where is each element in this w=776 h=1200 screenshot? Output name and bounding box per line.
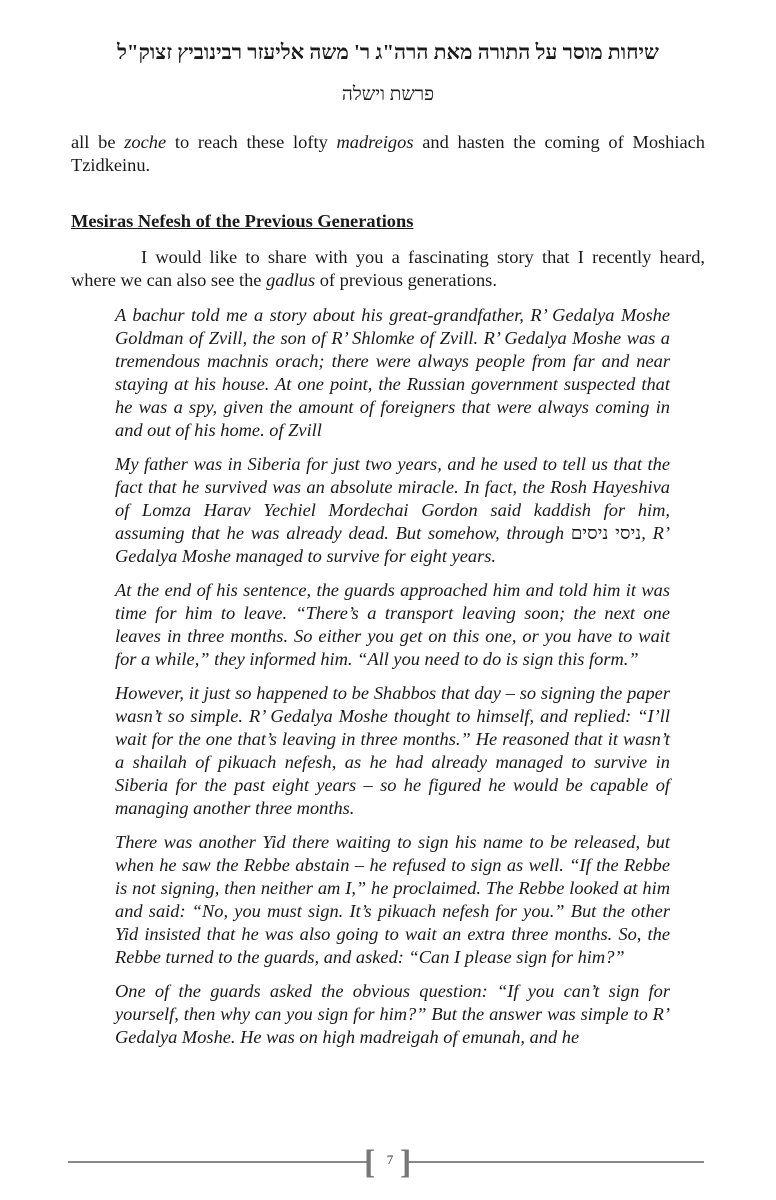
quote-paragraph: One of the guards asked the obvious question: “If you can’t sign for yourself, then why can you sign for him?” But the answer was simple to R’ Gedalya Moshe. He was on high madreigah of emunah, and he — [115, 981, 670, 1047]
text: of previous generations. — [315, 270, 497, 290]
italic-term: madreigos — [336, 132, 414, 152]
text: I would like to share with you a fascinating story that I recently heard, where we can also see the — [71, 247, 705, 290]
quote-paragraph: There was another Yid there waiting to sign his name to be released, but when he saw the Rebbe abstain – he refused to sign as well. “If the Rebbe is not signing, then neither am I,” he proclaimed. The Rebbe looked at him and said: “No, you must sign. It’s pikuach nefesh for you.” But the other Yid insisted that he was also going to wait an extra three months. So, the Rebbe turned to the guards, and asked: “Can I please sign for him?” — [115, 832, 670, 967]
quote-paragraph: A bachur told me a story about his great-grandfather, R’ Gedalya Moshe Goldman of Zvill, the son of R’ Shlomke of Zvill. R’ Gedalya Moshe was a tremendous machnis orach; there were always people from far and near staying at his house. At one point, the Russian government suspected that he was a spy, given the amount of foreigners that were always coming in and out of his home. of Zvill — [115, 305, 670, 440]
running-header-parsha: פרשת וישלה — [341, 84, 435, 105]
block-quote — [115, 304, 670, 1060]
left-bracket-ornament: [ — [364, 1144, 376, 1181]
body-paragraph — [71, 246, 705, 292]
intro-paragraph — [71, 131, 705, 177]
right-bracket-ornament: ] — [400, 1144, 412, 1181]
footer-rule-left — [68, 1161, 368, 1163]
quote-paragraph: However, it just so happened to be Shabbos that day – so signing the paper wasn’t so simple. R’ Gedalya Moshe thought to himself, and replied: “I’ll wait for the one that’s leaving in three months.” He reasoned that it wasn’t a shailah of pikuach nefesh, as he had already managed to survive in Siberia for the past eight years – so he figured he would be capable of managing another three months. — [115, 683, 670, 818]
italic-term: zoche — [124, 132, 167, 152]
text: all be — [71, 132, 125, 152]
text: My father was in Siberia for just two years, and he used to tell us that the fact that he survived was an absolute miracle. In fact, the Rosh Hayeshiva of Lomza Harav Yechiel Mordechai Gordon said kaddish for him, assuming that he was already dead. But somehow, through — [115, 454, 670, 543]
text: and hasten the coming of Moshiach Tzidkeinu. — [71, 132, 706, 175]
running-header-title: שיחות מוסר על התורה מאת הרה"ג ר' משה אליעזר רבינוביץ זצוק"ל — [117, 40, 659, 64]
quote-paragraph — [115, 453, 670, 568]
page-number: 7 — [386, 1152, 394, 1167]
section-heading: Mesiras Nefesh of the Previous Generations — [71, 211, 414, 231]
hebrew-term: ניסי ניסים — [570, 523, 642, 543]
italic-term: gadlus — [266, 270, 316, 290]
quote-paragraph: At the end of his sentence, the guards approached him and told him it was time for him to leave. “There’s a transport leaving soon; the next one leaves in three months. So either you get on this one, or you have to wait for a while,” they informed him. “All you need to do is sign this form.” — [115, 580, 670, 669]
footer-rule-right — [408, 1161, 704, 1163]
text: to reach these lofty — [166, 132, 337, 152]
text: , R’ Gedalya Moshe managed to survive for eight years. — [115, 523, 671, 566]
